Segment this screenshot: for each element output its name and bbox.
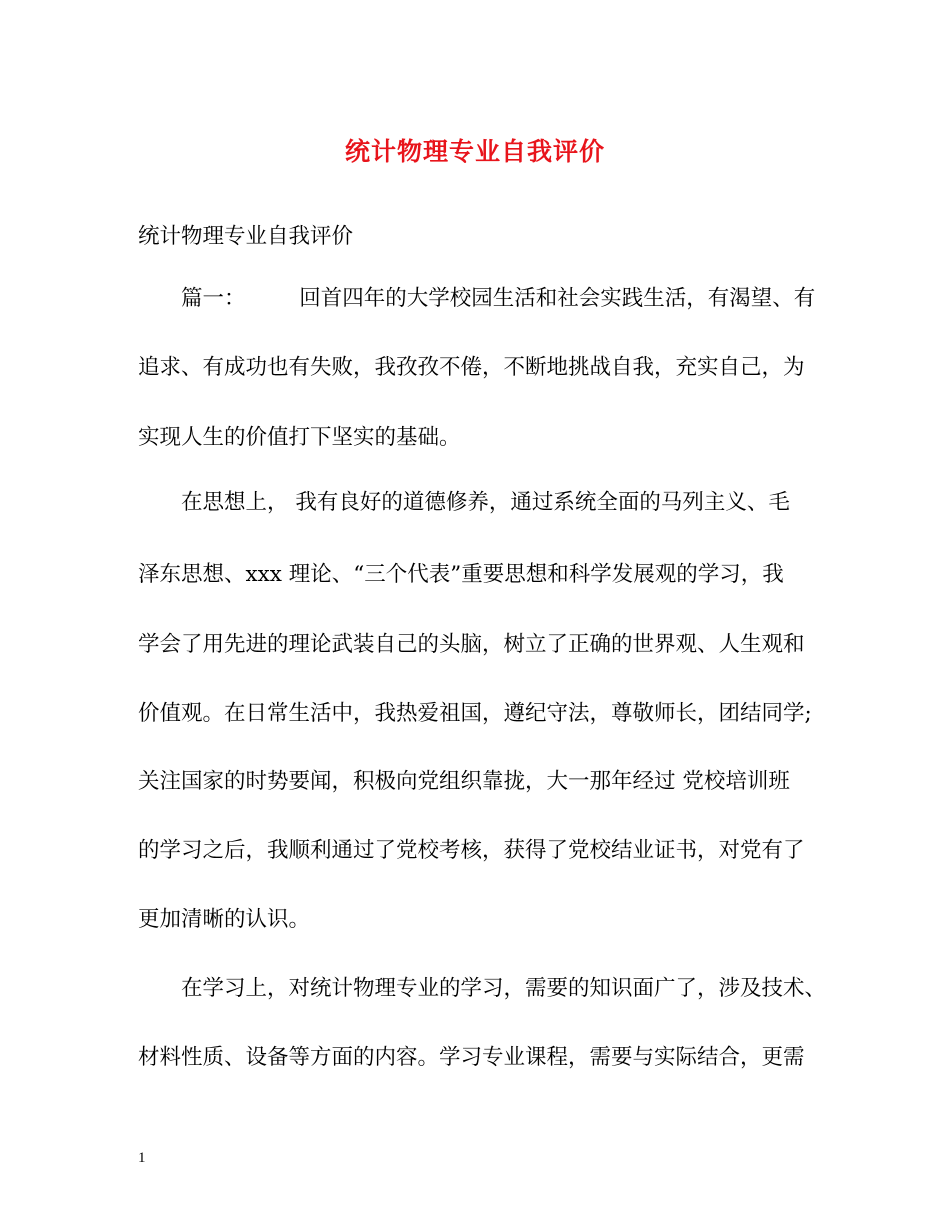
paragraph-line: 关注国家的时势要闻，积极向党组织靠拢，大一那年经过 党校培训班 [138,769,790,794]
page-number: 1 [138,1150,146,1166]
paragraph-line: 篇一： 回首四年的大学校园生活和社会实践生活，有渴望、有 [181,286,816,311]
paragraph-line: 在思想上， 我有良好的道德修养，通过系统全面的马列主义、毛 [181,490,790,515]
document-title: 统计物理专业自我评价 [344,137,605,166]
paragraph-line: 在学习上，对统计物理专业的学习，需要的知识面广了，涉及技术、 [181,976,827,1001]
paragraph-line: 泽东思想、xxx 理论、“三个代表”重要思想和科学发展观的学习，我 [138,562,784,587]
paragraph-line: 更加清晰的认识。 [138,907,311,932]
paragraph-line: 实现人生的价值打下坚实的基础。 [138,425,461,450]
document-subtitle: 统计物理专业自我评价 [138,224,354,249]
paragraph-line: 材料性质、设备等方面的内容。学习专业课程，需要与实际结合，更需 [138,1045,805,1070]
paragraph-line: 学会了用先进的理论武装自己的头脑，树立了正确的世界观、人生观和 [138,632,805,657]
paragraph-line: 追求、有成功也有失败，我孜孜不倦，不断地挑战自我，充实自己，为 [138,355,805,380]
paragraph-line: 价值观。在日常生活中，我热爱祖国，遵纪守法，尊敬师长，团结同学; [138,701,812,726]
paragraph-line: 的学习之后，我顺利通过了党校考核，获得了党校结业证书，对党有了 [138,838,805,863]
